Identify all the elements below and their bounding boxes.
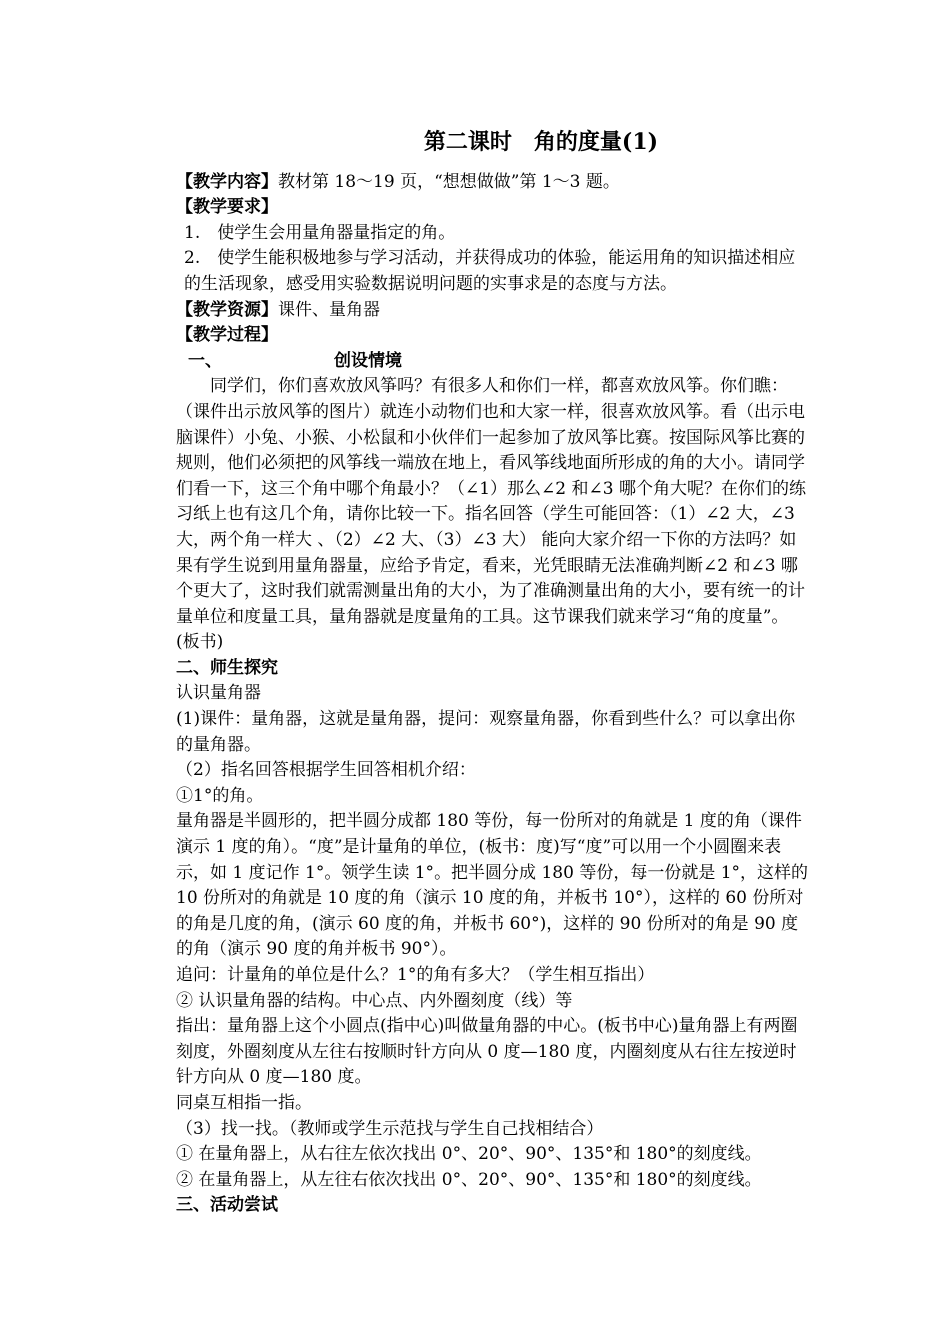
section-2-line-2: (1)课件：量角器，这就是量角器，提问：观察量角器，你看到些什么？可以拿出你的量角器。 [176,709,796,755]
page-title: 第二课时 角的度量(1) [423,129,659,155]
section-3-heading: 三、活动尝试 [176,1195,278,1216]
section-2-line-10: （3）找一找。（教师或学生示范找与学生自己找相结合） [176,1118,604,1139]
teaching-content [176,170,811,196]
requirement-item-2: 2. 使学生能积极地参与学习活动，并获得成功的体验，能运用角的知识描述相应的生活现象，感受用实验数据说明问题的实事求是的态度与方法。 [184,248,796,294]
requirement-item-1: 1. 使学生会用量角器量指定的角。 [184,222,456,243]
teaching-resources-text: 课件、量角器 [278,299,380,320]
section-2-line-6: 追问：计量角的单位是什么？1°的角有多大？（学生相互指出） [176,965,655,985]
section-1-number: 一、 [188,350,222,371]
document-body [176,130,811,1219]
section-2-line-1: 认识量角器 [176,683,261,704]
section-2-line-8: 指出：量角器上这个小圆点(指中心)叫做量角器的中心。(板书中心)量角器上有两圈刻度，外圈刻度从左往右按顺时针方向从 0 度—180 度，内圈刻度从右往左按逆时针方向从 0 度—180 度。 [176,1016,798,1088]
teaching-requirements-label: 【教学要求】 [176,197,278,218]
section-2-line-5: 量角器是半圆形的，把半圆分成都 180 等份，每一份所对的角就是 1 度的角（课件演示 1 度的角）。“度”是计量角的单位，(板书：度)写“度”可以用一个小圆圈来表示，如 1 度记作 1°。领学生读 1°。把半圆分成 180 等份，每一份就是 1°，这样的 10 份所对的角就是 10 度的角（演示 10 度的角，并板书 10°），这样的 60 份所对的角是几度的角，(演示 60 度的角，并板书 60°)，这样的 90 份所对的角是 90 度的角（演示 90 度的角并板书 90°）。 [176,811,809,960]
section-2-line-7: ② 认识量角器的结构。中心点、内外圈刻度（线）等 [176,990,573,1011]
section-1-paragraph: 同学们，你们喜欢放风筝吗？有很多人和你们一样，都喜欢放风筝。你们瞧：（课件出示放风筝的图片）就连小动物们也和大家一样，很喜欢放风筝。看（出示电脑课件）小兔、小猴、小松鼠和小伙伴们一起参加了放风筝比赛。按国际风筝比赛的规则，他们必须把的风筝线一端放在地上，看风筝线地面所形成的角的大小。请同学们看一下，这三个角中哪个角最小？（∠1）那么∠2 和∠3 哪个角大呢？在你们的练习纸上也有这几个角，请你比较一下。指名回答（学生可能回答：（1）∠2 大，∠3 大，两个角一样大 、（2）∠2 大、（3）∠3 大） 能向大家介绍一下你的方法吗？如果有学生说到用量角器量，应给予肯定，看来，光凭眼睛无法准确判断∠2 和∠3 哪个更大了，这时我们就需测量出角的大小，为了准确测量出角的大小，要有统一的计量单位和度量工具，量角器就是度量角的工具。这节课我们就来学习“角的度量”。(板书) [176,376,806,653]
teaching-resources [176,298,811,324]
section-2-line-11: ① 在量角器上，从右往左依次找出 0°、20°、90°、135°和 180°的刻度线。 [176,1144,762,1165]
section-2-line-4: ①1°的角。 [176,785,264,806]
teaching-process-label: 【教学过程】 [176,325,278,346]
section-1-title: 创设情境 [334,350,402,371]
section-2-line-3: （2）指名回答根据学生回答相机介绍： [176,760,476,781]
section-2-line-9: 同桌互相指一指。 [176,1092,312,1113]
section-2-heading: 二、师生探究 [176,657,278,678]
teaching-content-label: 【教学内容】 [176,171,278,192]
section-2-line-12: ② 在量角器上，从左往右依次找出 0°、20°、90°、135°和 180°的刻度线。 [176,1169,762,1190]
section-1-heading [176,349,811,375]
teaching-resources-label: 【教学资源】 [176,299,278,320]
teaching-content-text: 教材第 18～19 页，“想想做做”第 1～3 题。 [278,171,620,192]
